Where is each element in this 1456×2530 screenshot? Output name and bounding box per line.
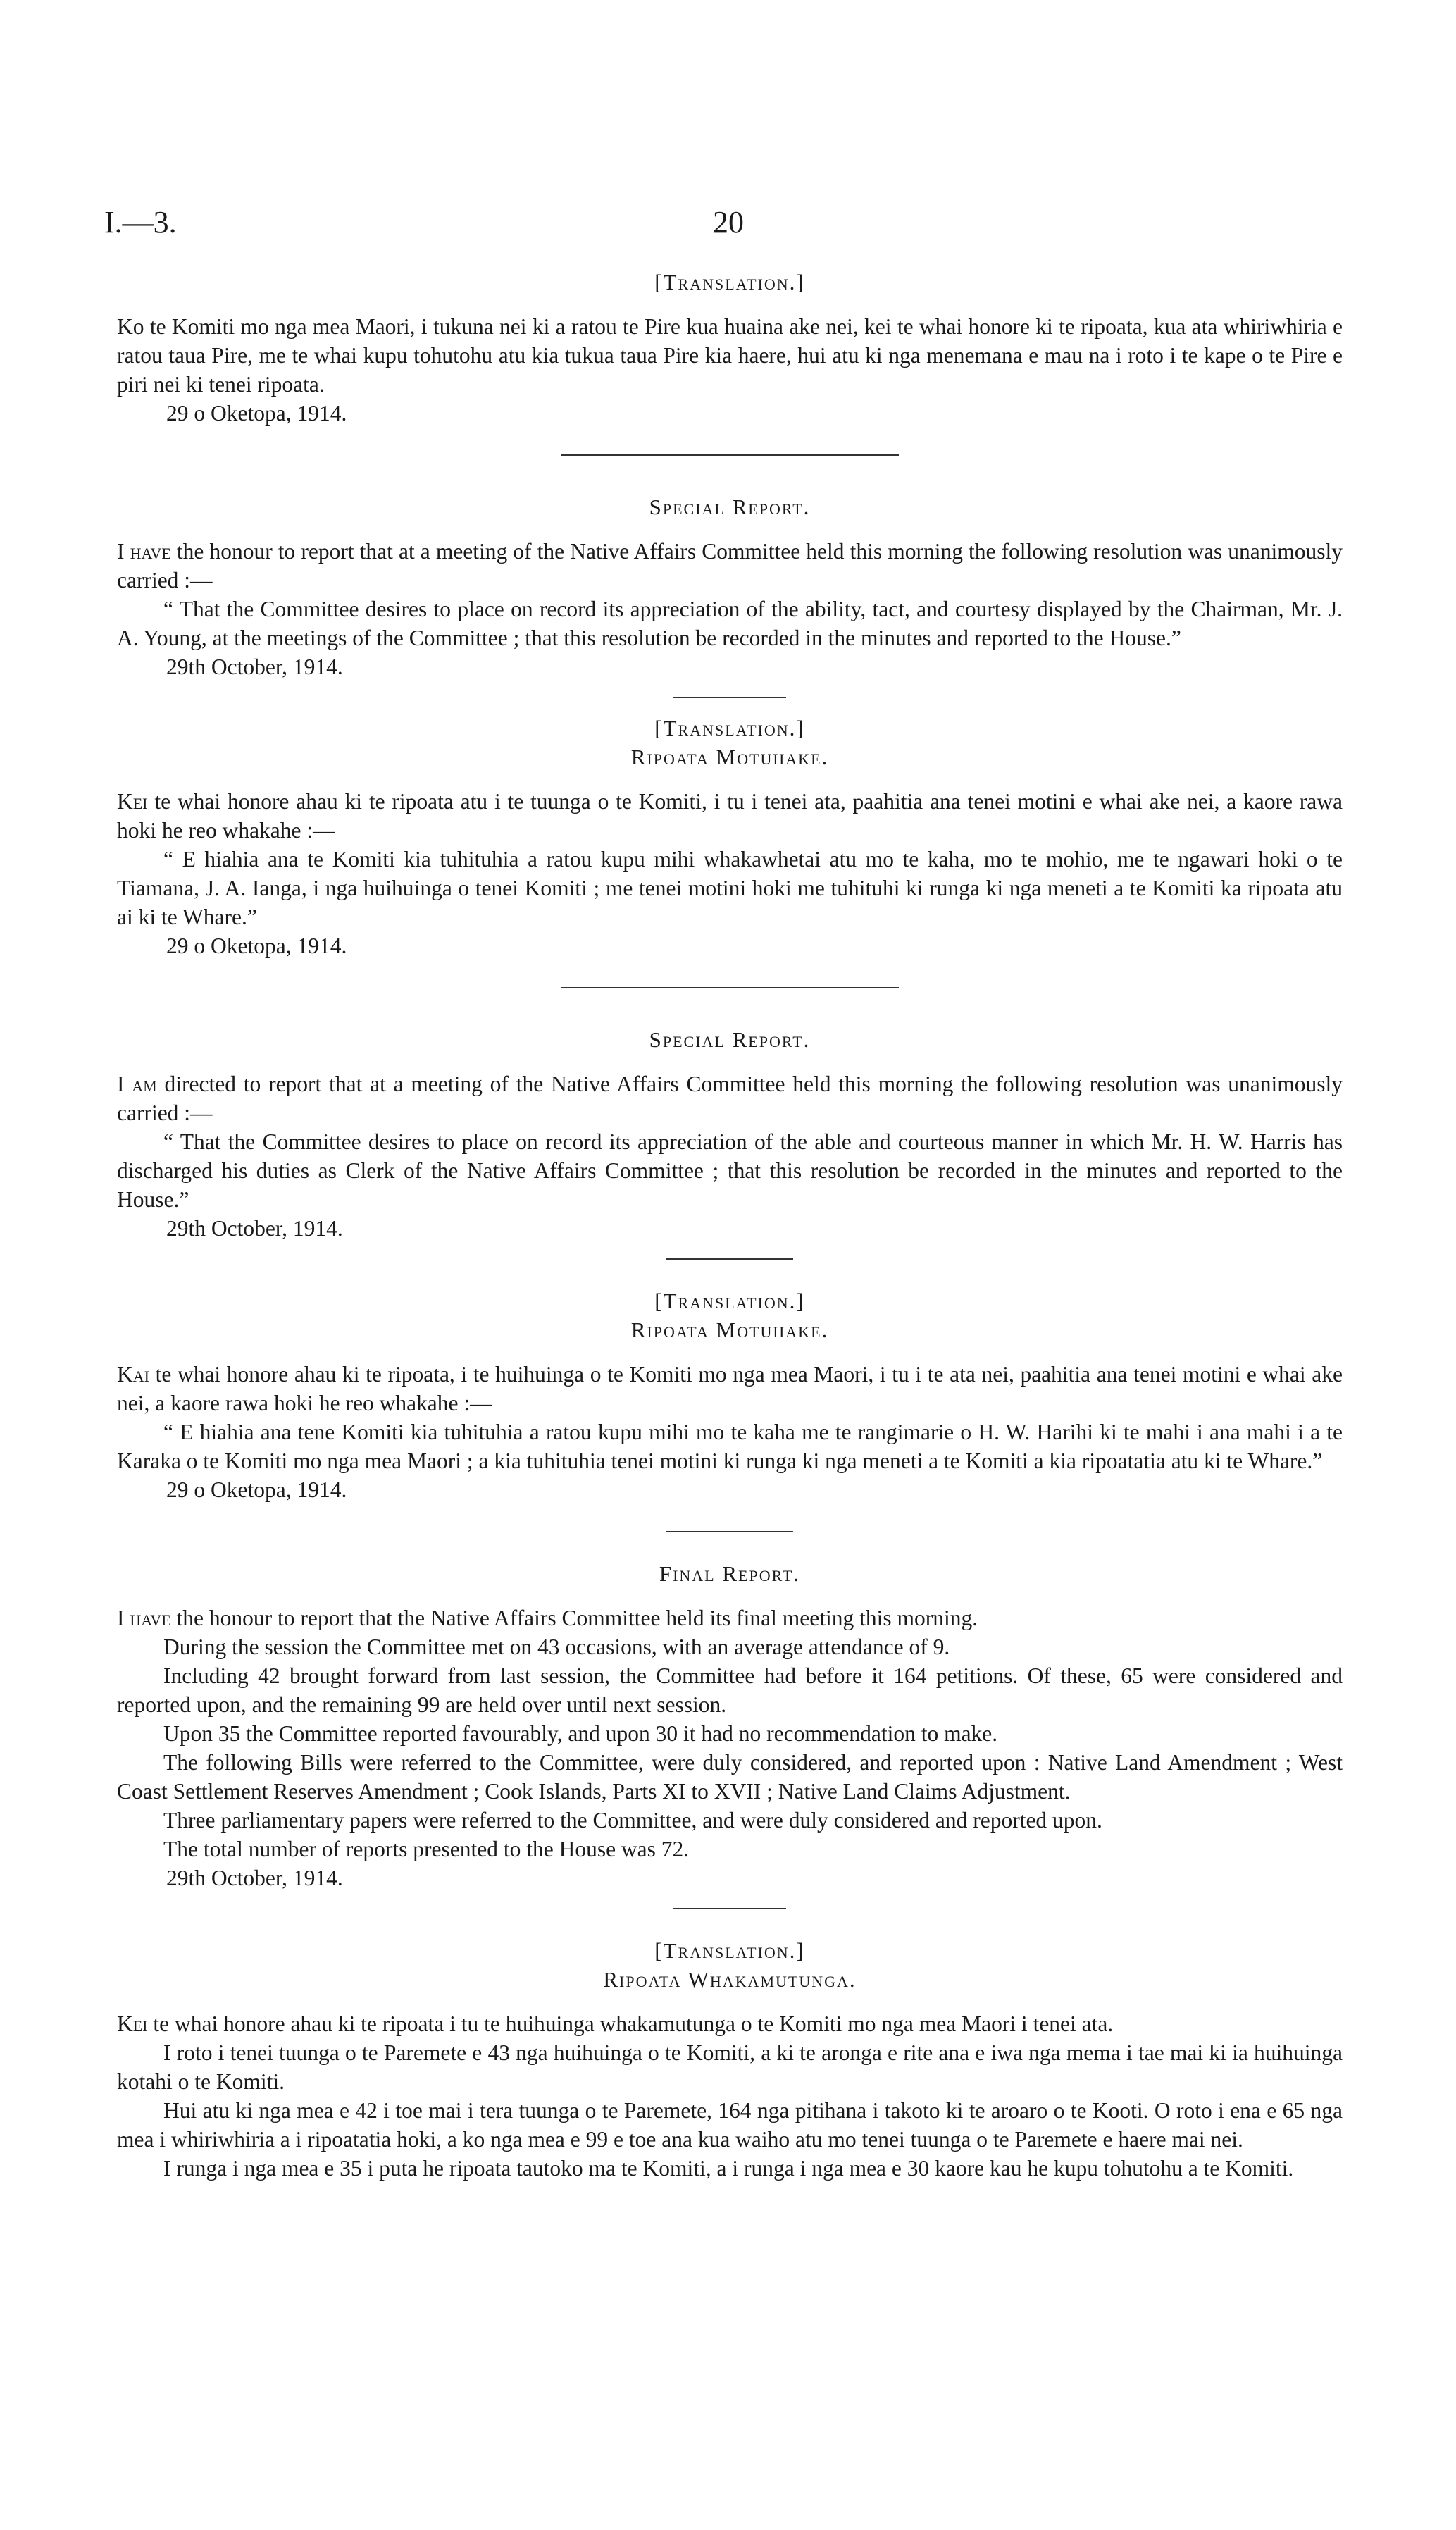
section-heading: Final Report. (659, 1561, 801, 1586)
paragraph (117, 2009, 1343, 2038)
lead-words: I am (117, 1072, 157, 1096)
paragraph: Including 42 brought forward from last session, the Committee had before it 164 petitions. Of these, 65 were considered and reported upon, and the remaining 99 are held over until next session. (117, 1663, 1343, 1717)
paragraph: Ko te Komiti mo nga mea Maori, i tukuna nei ki a ratou te Pire kua huaina ake nei, kei te whai honore ki te ripoata, kua ata whiriwhiria e ratou taua Pire, me te whai kupu tohutohu atu kia tukua taua Pire kia haere, hui atu ki nga menemana e mau na i roto i te kape o te Pire e piri nei ki tenei ripoata. (117, 314, 1343, 397)
resolution-quote: “ That the Committee desires to place on record its appreciation of the ability, tact, and courtesy displayed by the Chairman, Mr. J. A. Young, at the meetings of the Committee ; that this resolution be recorded in the minutes and reported to the House.” (117, 597, 1343, 650)
date-line: 29th October, 1914. (166, 1866, 343, 1890)
lead-words: Kai (117, 1362, 149, 1387)
section-heading: Ripoata Whakamutunga. (603, 1967, 857, 1992)
paragraph: Three parliamentary papers were referred to the Committee, and were duly considered and reported upon. (163, 1808, 1102, 1833)
section-heading: Special Report. (649, 1027, 811, 1052)
section-heading: Special Report. (649, 495, 811, 519)
date-line: 29th October, 1914. (166, 655, 343, 679)
resolution-quote: “ E hiahia ana tene Komiti kia tuhituhia a ratou kupu mihi mo te kaha me te rangimarie o H. W. Harihi ki te mahi i ana mahi i a te Karaka o te Komiti mo nga mea Maori ; a kia tuhituhia tenei motini ki runga ki nga meneti a te Komiti a kia ripoatatia atu ki te Whare.” (117, 1420, 1343, 1473)
resolution-quote: “ That the Committee desires to place on record its appreciation of the able and courteous manner in which Mr. H. W. Harris has discharged his duties as Clerk of the Native Affairs Committee ; that this resolution be recorded in the minutes and reported to the House.” (117, 1129, 1343, 1212)
paragraph-text: te whai honore ahau ki te ripoata atu i te tuunga o te Komiti, i tu i tenei ata, paahitia ana tenei motini e whai ake nei, a kaore rawa hoki he reo whakahe :— (117, 789, 1343, 843)
paragraph: I runga i nga mea e 35 i puta he ripoata tautoko ma te Komiti, a i runga i nga mea e 30 kaore kau he kupu tohutohu a te Komiti. (163, 2156, 1294, 2181)
translation-label: [Translation.] (654, 716, 805, 740)
section-heading: Ripoata Motuhake. (630, 1317, 829, 1342)
date-line: 29 o Oketopa, 1914. (166, 401, 347, 426)
document-body (117, 268, 1343, 2183)
translation-label: [Translation.] (654, 1938, 805, 1963)
paragraph-text: the honour to report that the Native Affairs Committee held its final meeting this morning. (176, 1606, 978, 1630)
translation-label: [Translation.] (654, 270, 805, 294)
paragraph-text: te whai honore ahau ki te ripoata i tu te huihuinga whakamutunga o te Komiti mo nga mea Maori i tenei ata. (153, 2011, 1114, 2036)
paragraph-text: directed to report that at a meeting of the Native Affairs Committee held this morning the following resolution was unanimously carried :— (117, 1072, 1343, 1125)
document-reference: I.—3. (104, 205, 177, 240)
lead-words: I have (117, 539, 171, 564)
paragraph (117, 1069, 1343, 1127)
date-line: 29 o Oketopa, 1914. (166, 1477, 347, 1502)
page-number: 20 (713, 205, 744, 240)
date-line: 29th October, 1914. (166, 1216, 343, 1241)
paragraph (117, 1604, 1343, 1632)
paragraph (117, 537, 1343, 595)
paragraph-text: te whai honore ahau ki te ripoata, i te huihuinga o te Komiti mo nga mea Maori, i tu i te ata nei, paahitia ana tenei motini e whai ake nei, a kaore rawa hoki he reo whakahe :— (117, 1362, 1343, 1415)
paragraph: I roto i tenei tuunga o te Paremete e 43 nga huihuinga o te Komiti, a ki te aronga e rite ana e iwa nga mema i tae mai ki ia huihuinga kotahi o te Komiti. (117, 2040, 1343, 2094)
paragraph: During the session the Committee met on 43 occasions, with an average attendance of 9. (163, 1635, 950, 1659)
date-line: 29 o Oketopa, 1914. (166, 934, 347, 958)
lead-words: Kei (117, 789, 148, 814)
translation-label: [Translation.] (654, 1289, 805, 1313)
lead-words: I have (117, 1606, 171, 1630)
paragraph: Hui atu ki nga mea e 42 i toe mai i tera tuunga o te Paremete, 164 nga pitihana i takoto ki te aroaro o te Kooti. O roto i ena e 65 nga mea i whiriwhiria a i ripoatatia hoki, a ko nga mea e 99 e toe ana kua waiho atu mo tenei tuunga o te Paremete e haere mai nei. (117, 2098, 1343, 2152)
paragraph: The total number of reports presented to the House was 72. (163, 1837, 690, 1861)
paragraph (117, 787, 1343, 845)
section-heading: Ripoata Motuhake. (630, 745, 829, 769)
paragraph-text: the honour to report that at a meeting of the Native Affairs Committee held this morning the following resolution was unanimously carried :— (117, 539, 1343, 593)
lead-words: Kei (117, 2011, 148, 2036)
paragraph (117, 1360, 1343, 1418)
paragraph: Upon 35 the Committee reported favourably, and upon 30 it had no recommendation to make. (163, 1721, 998, 1746)
paragraph: The following Bills were referred to the Committee, were duly considered, and reported upon : Native Land Amendment ; West Coast Settlement Reserves Amendment ; Cook Islands, Parts XI to XVII ; Native Land Claims Adjustment. (117, 1750, 1343, 1804)
resolution-quote: “ E hiahia ana te Komiti kia tuhituhia a ratou kupu mihi whakawhetai atu mo te kaha, mo te mohio, me te ngawari hoki o te Tiamana, J. A. Ianga, i nga huihuinga o tenei Komiti ; me tenei motini hoki me tuhituhi ki runga ki nga meneti a te Komiti ka ripoata atu ai ki te Whare.” (117, 847, 1343, 929)
